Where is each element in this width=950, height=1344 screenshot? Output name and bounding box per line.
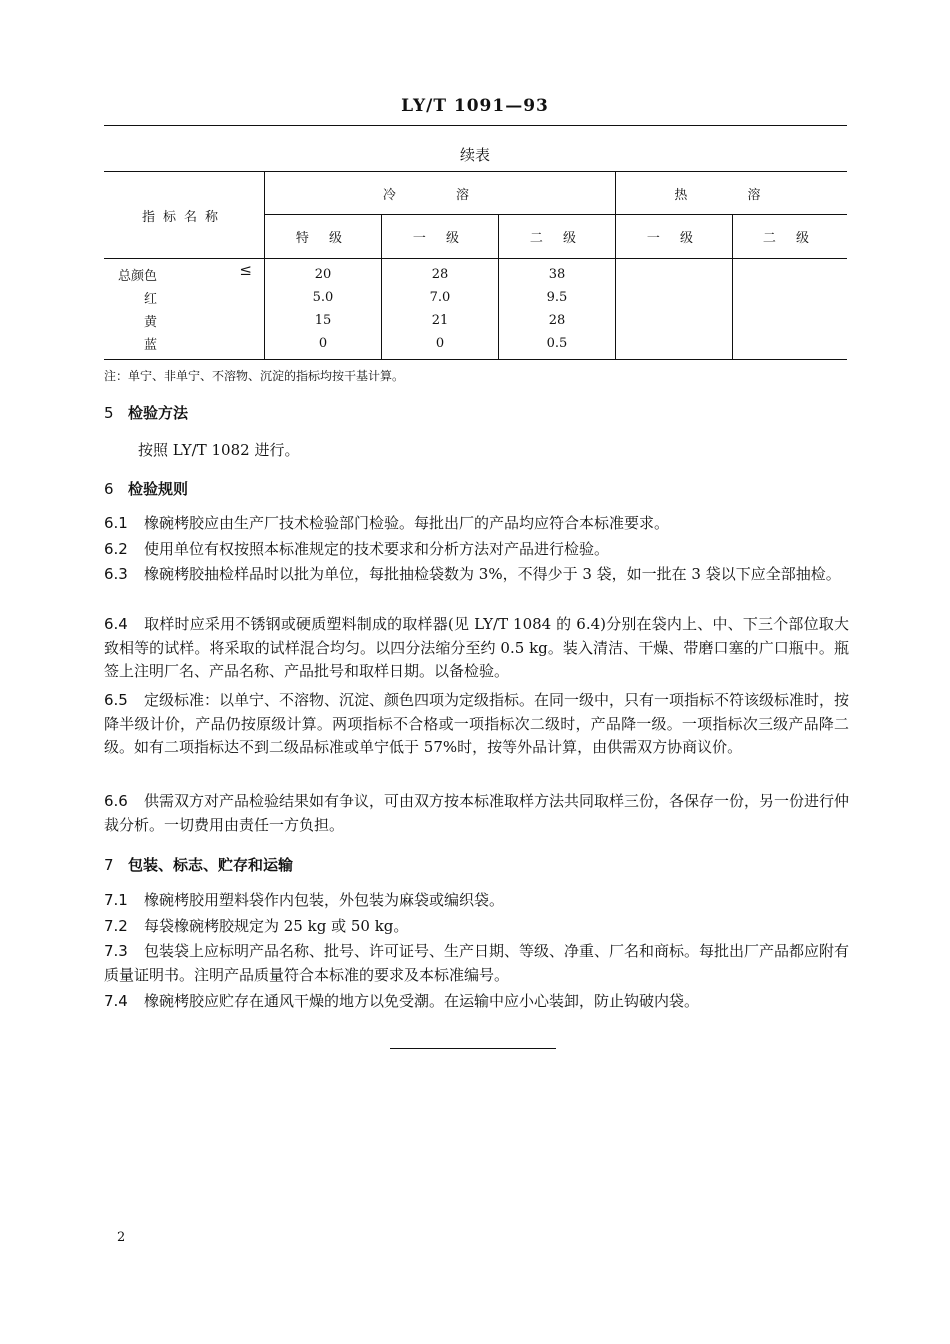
page-number: 2 — [117, 1230, 126, 1245]
table-cell: 28 — [499, 309, 616, 332]
table-cell — [733, 286, 848, 309]
table-row — [104, 332, 847, 360]
table-cell — [733, 332, 848, 360]
spec-table — [104, 171, 847, 360]
table-cell — [616, 259, 733, 287]
row-name: 红 — [144, 292, 158, 307]
grade-header: 二 级 — [499, 215, 616, 259]
table-cell: 0 — [382, 332, 499, 360]
clause-6-6: 6.6 供需双方对产品检验结果如有争议，可由双方按本标准取样方法共同取样三份，各保存一份，另一份进行仲裁分析。一切费用由责任一方负担。 — [104, 792, 850, 834]
clause-7-3: 7.3 包装袋上应标明产品名称、批号、许可证号、生产日期、等级、净重、厂名和商标。每批出厂产品都应附有质量证明书。注明产品质量符合本标准的要求及本标准编号。 — [104, 942, 850, 984]
group-cold: 冷 溶 — [265, 172, 616, 215]
page-header: LY/T 1091—93 — [401, 96, 549, 116]
table-cell: 9.5 — [499, 286, 616, 309]
table-cell: 21 — [382, 309, 499, 332]
clause-7-1: 7.1 橡碗栲胶用塑料袋作内包装，外包装为麻袋或编织袋。 — [104, 891, 505, 909]
table-cell: 38 — [499, 259, 616, 287]
table-cell: 28 — [382, 259, 499, 287]
section-5-title: 5 检验方法 — [104, 404, 189, 422]
clause-6-2: 6.2 使用单位有权按照本标准规定的技术要求和分析方法对产品进行检验。 — [104, 540, 610, 558]
table-cell — [616, 309, 733, 332]
clause-6-5: 6.5 定级标准：以单宁、不溶物、沉淀、颜色四项为定级指标。在同一级中，只有一项指标不符该级标准时，按降半级计价，产品仍按原级计算。两项指标不合格或一项指标次二级时，产品降一级。一项指标次三级产品降二级。如有二项指标达不到二级品标准或单宁低于 57%时，按等外品计算，由供需双方协商议价。 — [104, 691, 850, 756]
table-cell: 0 — [265, 332, 382, 360]
row-name: 蓝 — [104, 332, 265, 360]
table-cell: 0.5 — [499, 332, 616, 360]
header-rule — [104, 125, 847, 126]
section-6-title: 6 检验规则 — [104, 480, 189, 498]
leq-symbol: ≤ — [239, 261, 252, 279]
section-7-title: 7 包装、标志、贮存和运输 — [104, 856, 294, 874]
table-cell — [616, 286, 733, 309]
table-note: 注：单宁、非单宁、不溶物、沉淀的指标均按干基计算。 — [104, 369, 405, 383]
table-row — [104, 309, 847, 332]
table-caption: 续表 — [459, 146, 490, 164]
table-cell: 5.0 — [265, 286, 382, 309]
end-rule — [390, 1048, 556, 1049]
clause-6-3: 6.3 橡碗栲胶抽检样品时以批为单位，每批抽检袋数为 3%，不得少于 3 袋，如一批在 3 袋以下应全部抽检。 — [104, 565, 841, 583]
grade-header: 一 级 — [616, 215, 733, 259]
table-cell: 20 — [265, 259, 382, 287]
grade-header: 特 级 — [265, 215, 382, 259]
table-row — [104, 286, 847, 309]
row-name: 总颜色 — [118, 269, 158, 284]
grade-header: 一 级 — [382, 215, 499, 259]
row-name: 黄 — [144, 315, 158, 330]
clause-6-1: 6.1 橡碗栲胶应由生产厂技术检验部门检验。每批出厂的产品均应符合本标准要求。 — [104, 514, 670, 532]
table-cell — [733, 259, 848, 287]
table-cell — [616, 332, 733, 360]
table-cell — [733, 309, 848, 332]
table-row — [104, 259, 847, 287]
section-5-body: 按照 LY/T 1082 进行。 — [138, 441, 300, 459]
clause-7-4: 7.4 橡碗栲胶应贮存在通风干燥的地方以免受潮。在运输中应小心装卸，防止钩破内袋。 — [104, 992, 700, 1010]
grade-header: 二 级 — [733, 215, 848, 259]
clause-6-4: 6.4 取样时应采用不锈钢或硬质塑料制成的取样器(见 LY/T 1084 的 6.4)分别在袋内上、中、下三个部位取大致相等的试样。将采取的试样混合均匀。以四分法缩分至约 0.5 kg。装入清洁、干燥、带磨口塞的广口瓶中。瓶签上注明厂名、产品名称、产品批号和取样日期。以备检验。 — [104, 615, 849, 680]
name-header: 指标名称 — [104, 172, 265, 259]
group-hot: 热 溶 — [616, 172, 848, 215]
clause-7-2: 7.2 每袋橡碗栲胶规定为 25 kg 或 50 kg。 — [104, 917, 409, 935]
table-cell: 7.0 — [382, 286, 499, 309]
table-cell: 15 — [265, 309, 382, 332]
